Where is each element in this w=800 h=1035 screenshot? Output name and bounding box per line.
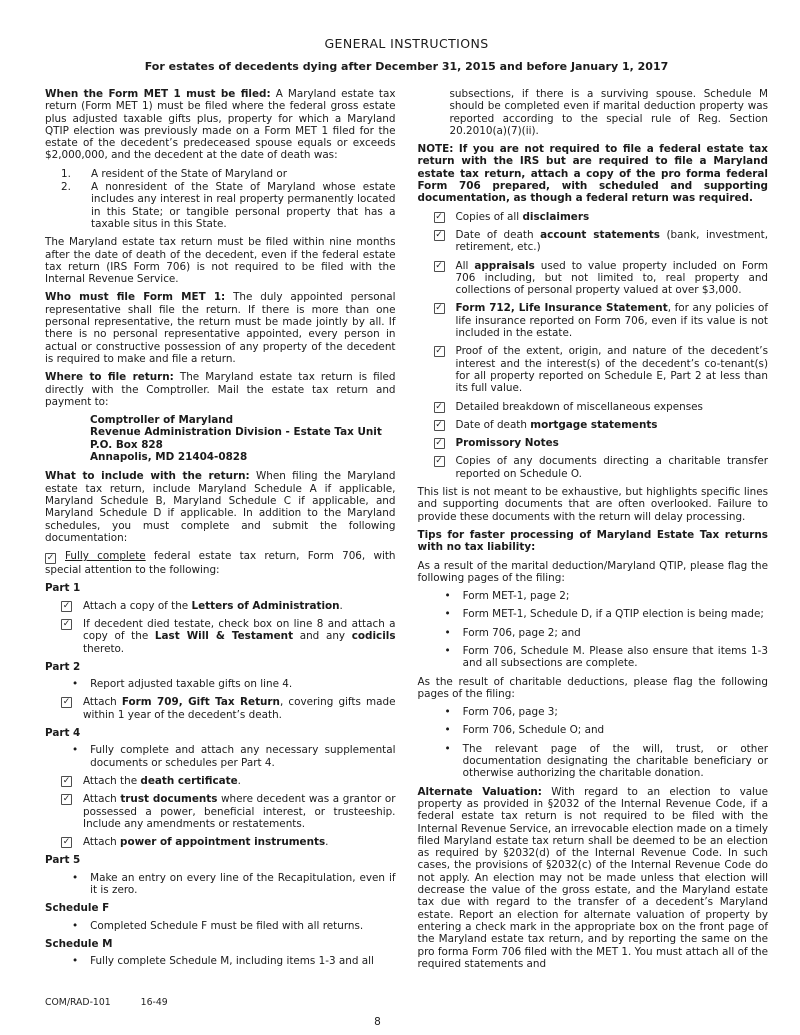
numbered-item: [61, 168, 396, 180]
text-run: Form 706, Schedule M. Please also ensure that items 1-3 and all subsections are complete.: [462, 644, 768, 670]
item-text: [83, 793, 396, 830]
text-run: A nonresident of the State of Maryland whose estate includes any interest in real property permanently located in this State; or tangible personal property that has a taxable situs in this State.: [91, 181, 396, 230]
bullet-icon: •: [444, 706, 451, 719]
item-text: [456, 437, 769, 449]
item-text: [463, 645, 768, 670]
text-run: account statements: [540, 228, 660, 241]
paragraph: [418, 486, 769, 523]
text-run: Fully complete Schedule M, including items 1-3 and all: [90, 955, 374, 968]
item-text: [83, 696, 396, 721]
item-text: [463, 608, 768, 620]
bullet-item: [445, 743, 769, 780]
paragraph: [45, 88, 396, 162]
text-run: Last Will & Testament: [154, 630, 294, 643]
text-run: With regard to an election to value property as provided in §2032 of the Internal Revenue Code, if a federal estate tax return is not required to be filed with the Internal Revenue Service, an irrevocable election made on a timely filed Maryland estate tax return shall be deemed to be an election as required by §2032(d) of the Internal Revenue Code. In such cases, the provisions of §2032(c) of the Internal Revenue Code do not apply. An election may not be made unless that election will decrease the value of the gross estate, and the Maryland estate tax due with regard to the transfer of a decedent’s Maryland estate. Report an election for alternate valuation of property by entering a check mark in the appropriate box on the front page of the Maryland estate tax return, and by reporting the same on the pro forma Form 706 filed with the MET 1. You must attach all of the required statements and: [417, 785, 768, 970]
item-number: 2.: [61, 181, 71, 194]
text-run: where decedent was a grantor or possessed a power, beneficial interest, or trusteeship. Include any amendments or restatements.: [83, 793, 396, 830]
text-run: Form 706, page 3;: [462, 706, 558, 719]
text-run: A resident of the State of Maryland or: [91, 167, 288, 180]
text-run: Copies of any documents directing a charitable transfer reported on Schedule O.: [455, 455, 768, 480]
text-run: Detailed breakdown of miscellaneous expenses: [455, 400, 703, 413]
checkbox-checked-icon: ✓: [62, 837, 71, 848]
section-heading: Schedule M: [45, 937, 113, 950]
text-run: When filing the Maryland estate tax return, include Maryland Schedule A if applicable, Maryland Schedule B, Maryland Schedule C if applicable, and Maryland Schedule D if applicable. In addition to the Maryland schedules, you must complete and submit the following documentation:: [45, 470, 396, 544]
item-text: [463, 627, 768, 639]
checkbox-checked-icon: ✓: [62, 618, 71, 629]
text-run: Form 712, Life Insurance Statement: [455, 302, 668, 315]
text-run: Form 706, page 2; and: [462, 626, 581, 639]
checklist-item: [434, 260, 769, 297]
text-run: .: [325, 836, 329, 849]
checklist-item: [45, 550, 396, 576]
paragraph: [418, 143, 769, 204]
item-text: [90, 872, 395, 897]
text-run: Alternate Valuation:: [417, 785, 542, 798]
text-run: mortgage statements: [530, 418, 658, 431]
text-run: Attach the: [83, 774, 141, 787]
checkbox-checked-icon: ✓: [62, 697, 71, 708]
item-text: [90, 955, 395, 967]
checklist-item: [434, 419, 769, 431]
item-text: [456, 302, 769, 339]
text-run: Fully complete: [65, 550, 146, 563]
text-run: If decedent died testate, check box on line 8 and attach a copy of the: [83, 617, 396, 643]
item-text: [456, 455, 769, 480]
revision-code: 16-49: [140, 997, 168, 1008]
checkbox-checked-icon: ✓: [62, 775, 71, 786]
checklist-item: [61, 696, 396, 721]
page-title: GENERAL INSTRUCTIONS: [324, 36, 489, 51]
address-line: Comptroller of Maryland: [90, 414, 234, 427]
checklist-item: [434, 302, 769, 339]
paragraph: [418, 676, 769, 701]
checklist-item: [61, 775, 396, 787]
bullet-icon: •: [444, 590, 451, 603]
text-run: The Maryland estate tax return must be filed within nine months after the date of death of the decedent, even if the federal estate tax return (IRS Form 706) is not required to be filed with the Internal Revenue Service.: [45, 236, 396, 286]
text-run: .: [237, 774, 241, 787]
paragraph: [418, 786, 769, 970]
text-run: Who must file Form MET 1:: [45, 291, 226, 304]
numbered-item: [61, 181, 396, 230]
checklist-item: [434, 345, 769, 394]
text-run: The Maryland estate tax return is filed directly with the Comptroller. Mail the estate tax return and payment to:: [45, 371, 396, 408]
checklist-item: [61, 600, 396, 612]
text-run: Form 709, Gift Tax Return: [121, 696, 280, 709]
text-run: (bank, investment, retirement, etc.): [455, 228, 768, 254]
bullet-item: [72, 920, 396, 932]
item-text: [83, 775, 396, 787]
text-run: All: [455, 259, 475, 272]
bullet-icon: •: [444, 608, 451, 621]
bullet-item: [445, 645, 769, 670]
text-run: trust documents: [120, 793, 218, 806]
checklist-item: [61, 793, 396, 830]
form-number: COM/RAD-101: [45, 997, 111, 1008]
item-text: [463, 743, 768, 780]
bullet-item: [72, 955, 396, 967]
section-heading: Part 4: [45, 727, 81, 740]
numbered-list: [45, 168, 396, 230]
item-text: [90, 678, 395, 690]
bullet-icon: •: [444, 626, 451, 639]
checklist-item: [61, 836, 396, 848]
text-run: Date of death: [455, 228, 541, 241]
text-run: thereto.: [83, 642, 125, 655]
text-run: As a result of the marital deduction/Maryland QTIP, please flag the following pages of the filing:: [417, 559, 768, 584]
checklist-item: [434, 437, 769, 449]
paragraph: [45, 236, 396, 285]
text-run: federal estate tax return, Form 706, with special attention to the following:: [45, 550, 396, 577]
bullet-item: [445, 724, 769, 736]
item-text: [456, 345, 769, 394]
text-run: Make an entry on every line of the Recapitulation, even if it is zero.: [90, 871, 396, 897]
text-run: Form MET-1, Schedule D, if a QTIP election is being made;: [462, 608, 764, 621]
left-column: [45, 88, 396, 976]
text-run: Promissory Notes: [455, 437, 559, 450]
text-run: Where to file return:: [45, 371, 174, 384]
item-text: [463, 706, 768, 718]
item-text: [456, 419, 769, 431]
text-run: Date of death: [455, 418, 531, 431]
bullet-icon: •: [72, 871, 79, 884]
page-subtitle: For estates of decedents dying after December 31, 2015 and before January 1, 2017: [144, 60, 669, 73]
text-run: Tips for faster processing of Maryland Estate Tax returns with no tax liability:: [417, 528, 768, 554]
paragraph: [418, 88, 769, 137]
bullet-item: [72, 744, 396, 769]
address-block: [90, 414, 396, 463]
item-text: [456, 211, 769, 223]
text-run: Attach: [83, 696, 122, 709]
text-run: , covering gifts made within 1 year of the decedent’s death.: [83, 696, 396, 721]
bullet-icon: •: [444, 742, 451, 755]
text-run: Report adjusted taxable gifts on line 4.: [90, 678, 293, 691]
text-run: Fully complete and attach any necessary supplemental documents or schedules per Part 4.: [90, 744, 396, 769]
two-column-layout: [45, 88, 768, 976]
text-run: As the result of charitable deductions, please flag the following pages of the filing:: [417, 675, 768, 700]
item-text: [90, 744, 395, 769]
text-run: death certificate: [140, 774, 238, 787]
checkbox-checked-icon: ✓: [435, 438, 443, 449]
item-text: [83, 836, 396, 848]
bullet-item: [445, 706, 769, 718]
checkbox-checked-icon: ✓: [435, 211, 443, 222]
text-run: power of appointment instruments: [120, 836, 326, 849]
checklist-item: [61, 618, 396, 655]
checklist-item: [434, 455, 769, 480]
paragraph: [45, 291, 396, 365]
text-run: The relevant page of the will, trust, or other documentation designating the charitable beneficiary or otherwise authorizing the charitable donation.: [462, 742, 768, 780]
bullet-icon: •: [72, 678, 79, 691]
paragraph: [45, 371, 396, 408]
checkbox-checked-icon: ✓: [435, 401, 443, 412]
checkbox-checked-icon: ✓: [435, 303, 443, 314]
paragraph: [45, 470, 396, 544]
bullet-icon: •: [72, 744, 79, 757]
section-heading: Part 5: [45, 854, 81, 867]
section-heading: Part 1: [45, 582, 81, 595]
text-run: Attach: [83, 836, 121, 849]
checklist-item: [434, 401, 769, 413]
footer: [45, 997, 168, 1008]
text-run: subsections, if there is a surviving spouse. Schedule M should be completed even if marital deduction property was reported according to the special rule of Reg. Section 20.2010(a)(7)(ii).: [449, 88, 768, 137]
item-text: [463, 590, 768, 602]
item-text: [83, 618, 396, 655]
text-run: , for any policies of life insurance reported on Form 706, even if its value is not included in the estate.: [455, 302, 768, 340]
address-line: Annapolis, MD 21404-0828: [90, 451, 248, 464]
text-run: Proof of the extent, origin, and nature of the decedent’s interest and the interest(s) of the decedent’s co-tenant(s) for all property reported on Schedule E, Part 2 at less than its full value.: [455, 345, 768, 395]
address-line: P.O. Box 828: [90, 438, 163, 451]
item-text: [91, 181, 396, 230]
section-heading: Part 2: [45, 660, 81, 673]
text-run: Copies of all: [455, 210, 523, 223]
bullet-item: [72, 872, 396, 897]
text-run: appraisals: [474, 259, 535, 272]
page-number: 8: [374, 1016, 381, 1028]
checkbox-checked-icon: ✓: [46, 553, 55, 564]
item-text: [456, 401, 769, 413]
bullet-icon: •: [444, 724, 451, 737]
text-run: Letters of Administration: [191, 599, 340, 612]
checklist-item: [434, 211, 769, 223]
text-run: A Maryland estate tax return (Form MET 1) must be filed where the federal gross estate plus adjusted taxable gifts plus, property for which a Maryland QTIP election was previously made on a Form MET 1 filed for the estate of the decedent’s predeceased spouse equals or exceeds $2,000,000, and the decedent at the date of death was:: [45, 88, 396, 162]
checkbox-checked-icon: ✓: [435, 419, 443, 430]
checkbox-checked-icon: ✓: [435, 260, 443, 271]
item-text: [463, 724, 768, 736]
text-run: codicils: [351, 630, 396, 643]
checkbox-checked-icon: ✓: [435, 346, 443, 357]
text-run: Attach: [83, 793, 121, 806]
right-column: [418, 88, 769, 976]
text-run: The duly appointed personal representative shall file the return. If there is more than one personal representative, the return must be made jointly by all. If there is no personal representative appointed, every person in actual or constructive possession of any property of the decedent is required to make and file a return.: [45, 291, 396, 365]
bullet-item: [445, 627, 769, 639]
bullet-icon: •: [72, 955, 79, 968]
text-run: Form MET-1, page 2;: [462, 590, 570, 603]
checklist-item: [434, 229, 769, 254]
checkbox-checked-icon: ✓: [62, 794, 71, 805]
checkbox-checked-icon: ✓: [62, 600, 71, 611]
bullet-item: [445, 590, 769, 602]
text-run: When the Form MET 1 must be filed:: [45, 88, 271, 100]
item-text: [91, 168, 396, 180]
text-run: Form 706, Schedule O; and: [462, 724, 605, 737]
item-number: 1.: [61, 167, 71, 180]
bullet-icon: •: [72, 919, 79, 932]
text-run: This list is not meant to be exhaustive, but highlights specific lines and supporting documents that are often overlooked. Failure to provide these documents with the return will delay processing.: [417, 486, 768, 523]
bullet-item: [445, 608, 769, 620]
text-run: and any: [293, 630, 352, 643]
item-text: [456, 260, 769, 297]
item-text: [83, 600, 396, 612]
text-run: Completed Schedule F must be filed with all returns.: [90, 919, 364, 932]
paragraph: [418, 560, 769, 585]
text-run: Attach a copy of the: [83, 599, 192, 612]
text-run: disclaimers: [522, 210, 590, 223]
paragraph: [418, 529, 769, 554]
section-heading: Schedule F: [45, 902, 110, 915]
bullet-icon: •: [444, 644, 451, 657]
address-line: Revenue Administration Division - Estate Tax Unit: [90, 426, 382, 439]
checkbox-checked-icon: ✓: [435, 229, 443, 240]
item-text: [90, 920, 395, 932]
text-run: used to value property included on Form 706 including, but not limited to, real property and collections of personal property valued at over $3,000.: [455, 259, 768, 297]
item-text: [456, 229, 769, 254]
text-run: NOTE: If you are not required to file a federal estate tax return with the IRS but are required to file a Maryland estate tax return, attach a copy of the pro forma federal Form 706 prepared, with scheduled and supporting documentation, as though a federal return was required.: [417, 143, 768, 205]
text-run: What to include with the return:: [45, 470, 250, 483]
checkbox-checked-icon: ✓: [435, 456, 443, 467]
text-run: .: [339, 599, 343, 612]
bullet-item: [72, 678, 396, 690]
